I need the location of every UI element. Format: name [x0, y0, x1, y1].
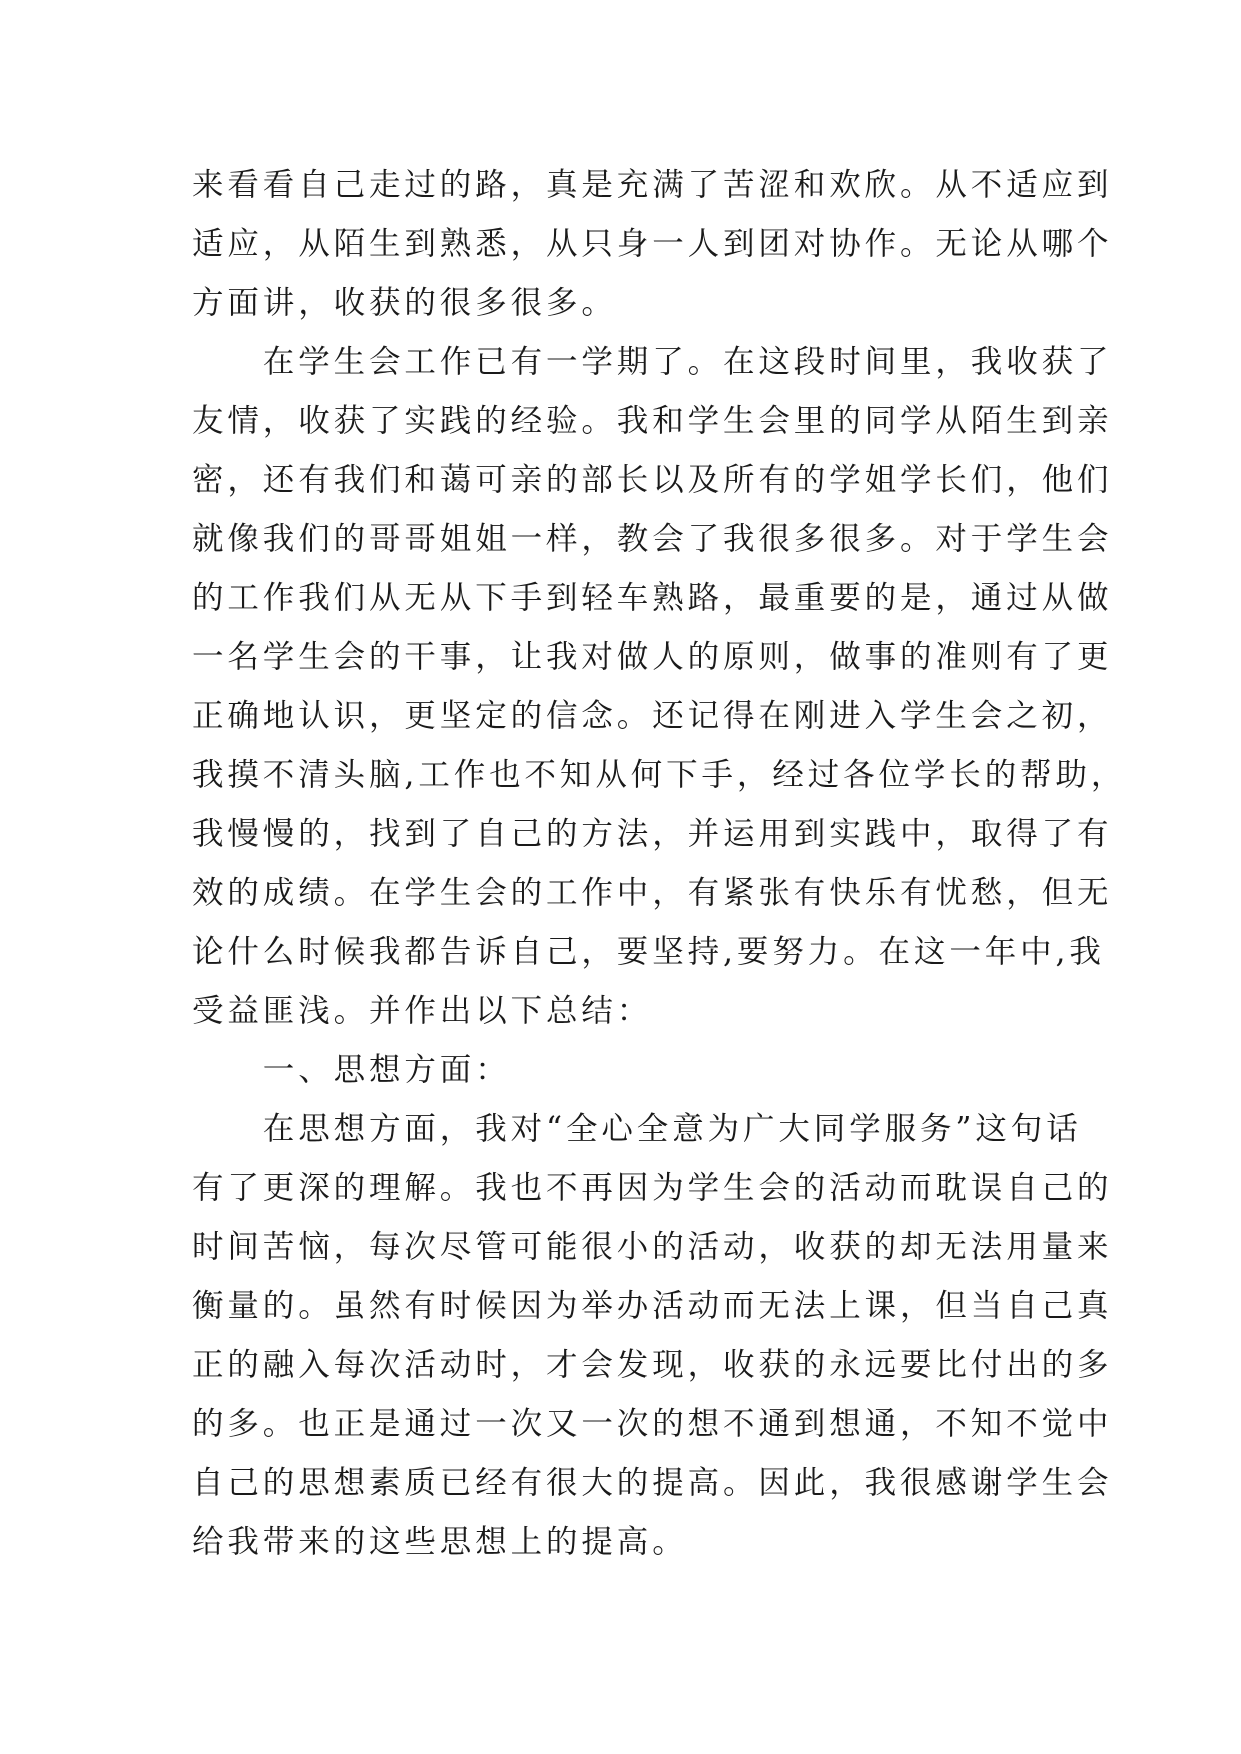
text-line: 时间苦恼，每次尽管可能很小的活动，收获的却无法用量来 [192, 1229, 1113, 1265]
text-line: 来看看自己走过的路，真是充满了苦涩和欢欣。从不适应到 [192, 167, 1113, 203]
text-line: 就像我们的哥哥姐姐一样，教会了我很多很多。对于学生会 [192, 521, 1113, 557]
text-line: 的多。也正是通过一次又一次的想不通到想通，不知不觉中 [192, 1406, 1113, 1442]
text-line: 有了更深的理解。我也不再因为学生会的活动而耽误自己的 [192, 1170, 1113, 1206]
section-heading: 一、思想方面： [192, 1052, 511, 1088]
text-line: 在学生会工作已有一学期了。在这段时间里，我收获了 [192, 344, 1113, 380]
text-line: 论什么时候我都告诉自己，要坚持,要努力。在这一年中,我 [192, 934, 1105, 970]
text-line: 正确地认识，更坚定的信念。还记得在刚进入学生会之初， [192, 698, 1113, 734]
text-line: 效的成绩。在学生会的工作中，有紧张有快乐有忧愁，但无 [192, 875, 1113, 911]
text-line: 一名学生会的干事，让我对做人的原则，做事的准则有了更 [192, 639, 1113, 675]
text-line: 正的融入每次活动时，才会发现，收获的永远要比付出的多 [192, 1347, 1113, 1383]
text-line: 我摸不清头脑,工作也不知从何下手，经过各位学长的帮助， [192, 757, 1127, 793]
text-line: 方面讲，收获的很多很多。 [192, 285, 617, 321]
text-line: 友情，收获了实践的经验。我和学生会里的同学从陌生到亲 [192, 403, 1113, 439]
text-line: 密，还有我们和蔼可亲的部长以及所有的学姐学长们，他们 [192, 462, 1113, 498]
text-line: 自己的思想素质已经有很大的提高。因此，我很感谢学生会 [192, 1465, 1113, 1501]
text-line: 衡量的。虽然有时候因为举办活动而无法上课，但当自己真 [192, 1288, 1113, 1324]
text-line: 适应，从陌生到熟悉，从只身一人到团对协作。无论从哪个 [192, 226, 1113, 262]
text-line: 给我带来的这些思想上的提高。 [192, 1524, 688, 1560]
text-line: 在思想方面，我对“全心全意为广大同学服务”这句话 [192, 1111, 1082, 1147]
text-line: 受益匪浅。并作出以下总结： [192, 993, 653, 1029]
body-text [192, 156, 1127, 1572]
text-line: 我慢慢的，找到了自己的方法，并运用到实践中，取得了有 [192, 816, 1113, 852]
text-line: 的工作我们从无从下手到轻车熟路，最重要的是，通过从做 [192, 580, 1113, 616]
